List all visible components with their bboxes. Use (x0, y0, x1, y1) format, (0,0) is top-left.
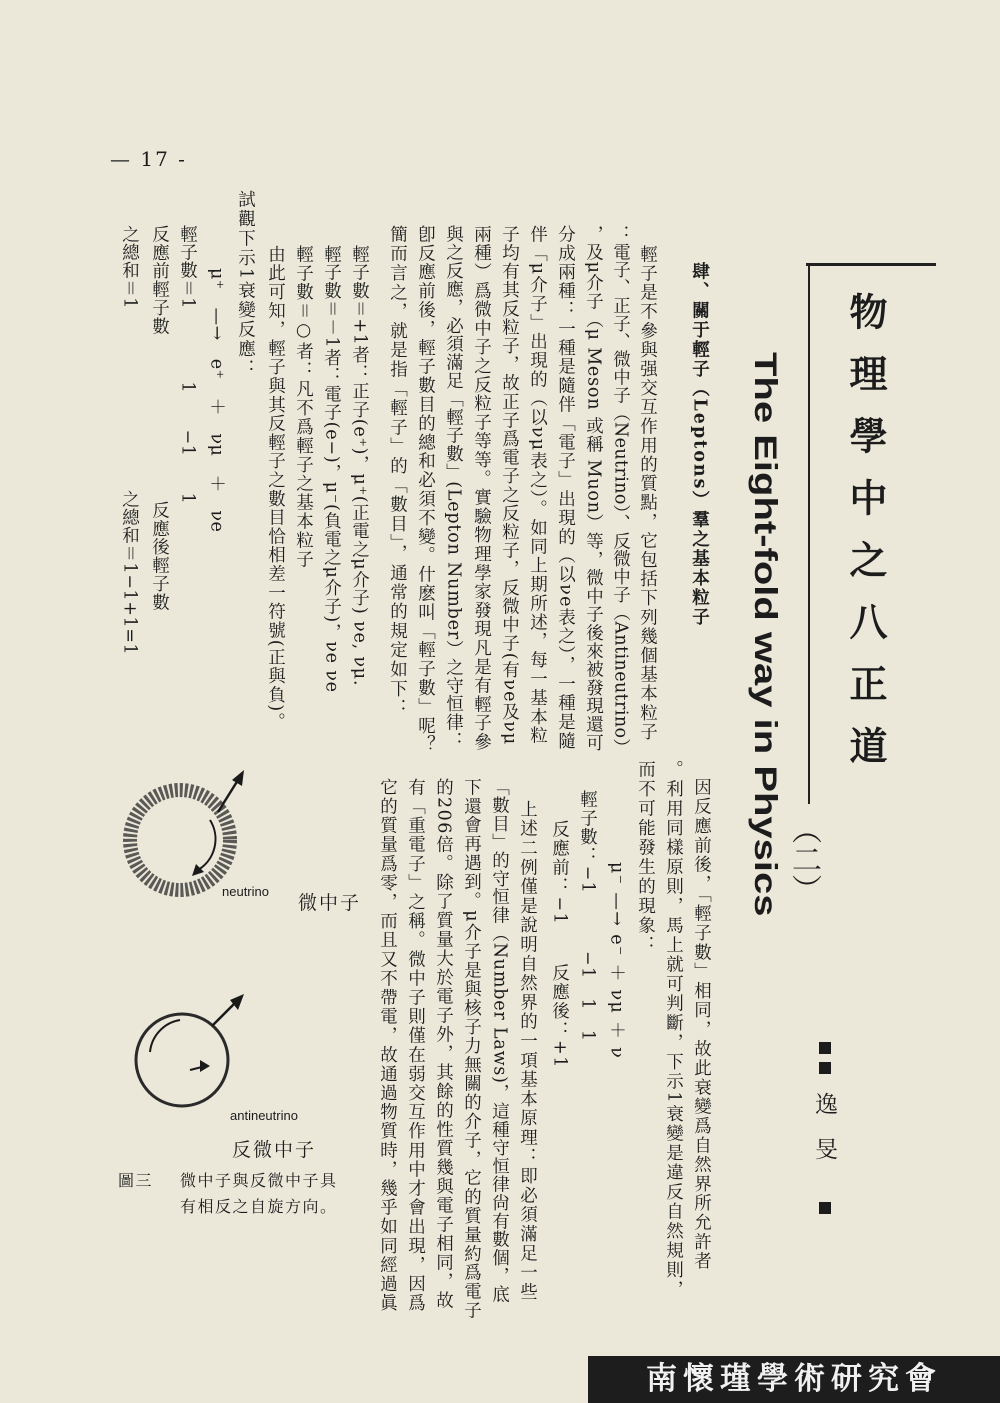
left-col-line-10: 簡而言之，就是指「輕子」的「數目」，通常的規定如下： (387, 225, 408, 719)
author-ornament-bottom (812, 1200, 838, 1220)
right-col-line-9: 下還會再遇到。μ介子是與核子力無關的介子，它的質量約爲電子 (461, 778, 482, 1320)
left-col-line-5: 伴「μ介子」出現的（以νμ表之）。如同上期所述，每一基本粒 (527, 225, 548, 746)
figure-caption-number: 圖三 (118, 1171, 154, 1190)
title-rule-top (806, 263, 936, 266)
neutrino-spin-arrowhead (232, 770, 244, 786)
page-number: — 17 - (110, 147, 187, 171)
right-col-line-1: 因反應前後，「輕子數」相同，故此衰變爲自然界所允許者 (691, 778, 712, 1272)
left-col-line-7: 兩種）爲微中子之反粒子等等。實驗物理學家發現凡是有輕子參 (471, 225, 492, 752)
footer-watermark: 南懷瑾學術研究會 (588, 1356, 1000, 1403)
left-col-line-1: 輕子是不參與强交互作用的質點，它包括下列幾個基本粒子 (637, 245, 658, 742)
right-col-line-2: 。利用同樣原則，馬上就可判斷，下示1衰變是違反自然規則， (663, 760, 684, 1300)
figure-caption-line-1: 微中子與反微中子具 (180, 1171, 338, 1190)
handwritten-neutrino: 微中子 (298, 892, 362, 914)
antineutrino-spin-figure (110, 990, 310, 1120)
right-col-line-7: 上述二例僅是說明自然界的一項基本原理：即必須滿足一些 (517, 800, 538, 1302)
author-block (812, 1040, 838, 1220)
decay-before-after-2: 反應前：−1 反應後：+1 (549, 820, 570, 1069)
neutrino-spin-figure (110, 760, 310, 910)
left-col-line-6: 子均有其反粒子，故正子爲電子之反粒子，反微中子(有νe及νμ (499, 225, 520, 746)
author-ornament-top (812, 1040, 838, 1080)
label-antineutrino: antineutrino (230, 1108, 298, 1123)
author-name: 逸旻 (811, 1092, 837, 1182)
left-col-line-13: 輕子數＝○者：凡不爲輕子之基本粒子 (293, 245, 314, 569)
right-col-line-12: 它的質量爲零，而且又不帶電，故通過物質時，幾乎如同經過眞 (377, 778, 398, 1313)
decay-lepton-numbers-2: 輕子數：−1 −1 1 1 (577, 790, 598, 1043)
right-col-line-8: 「數目」的守恒律（Number Laws)，這種守恒律尙有數個，底 (489, 778, 510, 1304)
left-col-line-11: 輕子數＝+1者：正子(e⁺)，μ⁺(正電之μ介子) νe, νμ. (349, 245, 370, 687)
decay-sum-values-1: 之總和＝1 之總和＝1−1+1=1 (119, 225, 140, 656)
left-col-line-3: ，及μ介子（μ Meson 或稱 Muon）等，微中子後來被發現還可 (583, 225, 604, 752)
right-col-line-11: 有「重電子」之稱。微中子則僅在弱交互作用中才會出現，因爲 (405, 778, 426, 1313)
left-col-line-4: 分成兩種：一種是隨伴「電子」出現的（以νe表之），一種是隨 (555, 225, 576, 751)
decay-equation-1: μ⁺ —→ e⁺ ＋ νμ ＋ νe (206, 268, 227, 533)
title-rule-vertical (808, 264, 810, 804)
label-neutrino: neutrino (222, 884, 269, 899)
handwritten-antineutrino: 反微中子 (232, 1139, 317, 1161)
neutrino-spin-arrow (218, 780, 238, 812)
left-col-line-14: 由此可知，輕子與其反輕子之數目恰相差一符號(正與負)。 (265, 245, 286, 732)
decay-lepton-numbers-1: 輕子數＝1 1 −1 1 (177, 225, 198, 505)
antineutrino-circle (136, 1014, 228, 1106)
right-col-line-10: 的206倍。除了質量大於電子外，其餘的性質幾與電子相同，故 (433, 778, 454, 1310)
title-chinese: 物理學中之八正道 (843, 292, 888, 788)
left-col-line-2: ：電子、正子、微中子（Neutrino）、反微中子（Antineutrino） (610, 225, 631, 757)
right-col-line-3: 而不可能發生的現象： (635, 760, 656, 955)
left-col-line-12: 輕子數＝－1者：電子(e−)，μ⁻(負電之μ介子)，νe νe (321, 245, 342, 693)
left-col-line-8: 與之反應，必須滿足「輕子數」(Lepton Number）之守恒律： (443, 225, 464, 750)
left-col-line-9: 卽反應前後，輕子數目的總和必須不變。什麽叫「輕子數」呢？ (415, 225, 436, 755)
left-col-line-15: 試觀下示1衰變反應： (235, 190, 256, 379)
figure-caption-line-2: 有相反之自旋方向。 (180, 1197, 338, 1216)
decay-sum-label-1: 反應前輕子數 反應後輕子數 (149, 225, 170, 612)
title-english: The Eight-fold way in Physics (747, 352, 783, 917)
antineutrino-spin-arrow (212, 1002, 236, 1026)
antineutrino-rotation-arrowhead (200, 1060, 210, 1072)
section-heading: 肆、關于輕子（Leptons）羣之基本粒子 (689, 262, 710, 628)
decay-equation-2: μ⁻ —→ e⁻ ＋ νμ ＋ ν (606, 862, 627, 1060)
part-number: （二） (786, 814, 821, 904)
